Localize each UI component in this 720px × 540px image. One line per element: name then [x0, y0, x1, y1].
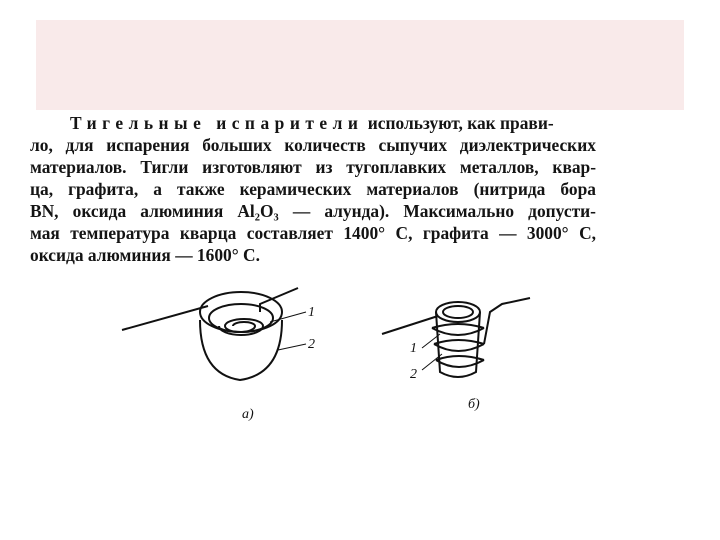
caption-b: б) [468, 397, 480, 412]
text-line-4: ца, графита, а также керамических материалов (нитрида бора [30, 179, 596, 199]
text-line-7: оксида алюминия — 1600° С. [30, 245, 260, 265]
heater-wire-right-b [484, 298, 530, 344]
title-placeholder [36, 20, 684, 110]
crucible-inner-b [443, 306, 473, 318]
text-line-3: материалов. Тигли изготовляют из тугоплавких металлов, квар- [30, 157, 596, 177]
coil-turn-2-b [434, 340, 484, 351]
leader-line-2-a [278, 344, 306, 350]
heater-wire-left-a [122, 306, 208, 330]
evaporator-drawing [110, 268, 610, 438]
paragraph [30, 112, 596, 266]
emphasized-term: Тигельные испарители [70, 113, 364, 133]
heater-wire-left-b [382, 316, 438, 334]
text-line-1 [30, 112, 596, 134]
crucible-drawing-a [122, 288, 306, 380]
text-line-2: ло, для испарения больших количеств сыпучих диэлектрических [30, 135, 596, 155]
label-1-a: 1 [308, 305, 315, 320]
leader-line-1-a [270, 312, 306, 322]
label-2-a: 2 [308, 337, 315, 352]
caption-a: а) [242, 407, 254, 422]
text-line-6: мая температура кварца составляет 1400° С, графита — 3000° С, [30, 223, 596, 243]
heater-spiral-a [219, 319, 263, 335]
label-1-b: 1 [410, 341, 417, 356]
text-line-5: BN, оксида алюминия Al₂O₃ — алунда). Максимально допусти- [30, 201, 596, 221]
crucible-drawing-b [382, 298, 530, 377]
crucible-body-a [200, 320, 282, 380]
evaporator-figure [110, 268, 610, 438]
coil-turn-1-b [432, 324, 484, 335]
label-2-b: 2 [410, 367, 417, 382]
text-line-1-rest: используют, как прави- [367, 113, 554, 133]
